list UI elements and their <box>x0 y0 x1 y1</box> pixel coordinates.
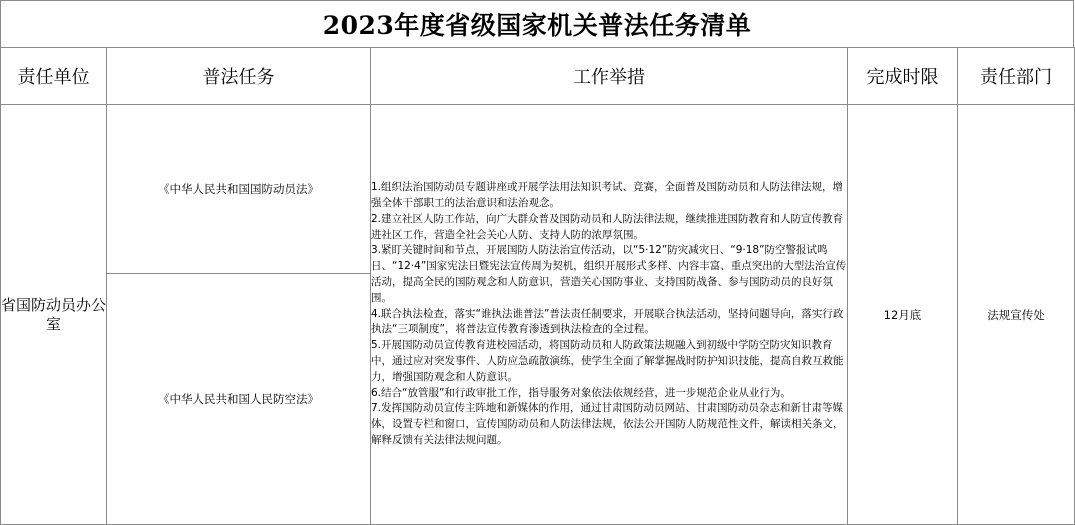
header-row <box>1 48 1075 105</box>
header-measures: 工作举措 <box>371 48 848 105</box>
measures-cell <box>371 105 848 525</box>
task-cell-defense-mobilization-law: 《中华人民共和国国防动员法》 <box>107 105 371 274</box>
table-row <box>1 105 1075 274</box>
measure-item: 4.联合执法检查，落实“谁执法谁普法”普法责任制要求，开展联合执法活动，坚持问题导向，落实行政执法“三项制度”，将普法宣传教育渗透到执法检查的全过程。 <box>371 307 844 336</box>
measure-item: 5.开展国防动员宣传教育进校园活动，将国防动员和人防政策法规融入到初级中学防空防灾知识教育中，通过应对突发事件、人防应急疏散演练，使学生全面了解掌握战时防护知识技能，提高自救互救能力，增强国防观念和人防意识。 <box>371 339 844 383</box>
measure-item: 3.紧盯关键时间和节点，开展国防人防法治宣传活动，以“5·12”防灾减灾日、“9·18”防空警报试鸣日、“12·4”国家宪法日暨宪法宣传周为契机，组织开展形式多样、内容丰富、重点突出的大型法治宣传活动，提高全民的国防观念和人防意识，营造关心国防事业、支持国防战备、参与国防动员的良好氛围。 <box>371 244 847 304</box>
sheet-title: 2023年度省级国家机关普法任务清单 <box>0 0 1074 47</box>
department-cell: 法规宣传处 <box>958 105 1075 525</box>
header-task: 普法任务 <box>107 48 371 105</box>
measure-item: 1.组织法治国防动员专题讲座或开展学法用法知识考试、竞赛，全面普及国防动员和人防法律法规，增强全体干部职工的法治意识和法治观念。 <box>371 181 844 210</box>
responsible-unit-cell: 省国防动员办公室 <box>1 105 107 525</box>
task-table <box>0 47 1075 525</box>
deadline-cell: 12月底 <box>848 105 958 525</box>
measure-item: 2.建立社区人防工作站，向广大群众普及国防动员和人防法律法规，继续推进国防教育和人防宣传教育进社区工作，营造全社会关心人防、支持人防的浓厚氛围。 <box>371 212 844 241</box>
header-dept: 责任部门 <box>958 48 1075 105</box>
task-cell-civil-air-defense-law: 《中华人民共和国人民防空法》 <box>107 274 371 525</box>
header-unit: 责任单位 <box>1 48 107 105</box>
header-deadline: 完成时限 <box>848 48 958 105</box>
measure-item: 6.结合“放管服”和行政审批工作，指导服务对象依法依规经营，进一步规范企业从业行为。 <box>371 386 791 399</box>
measure-item: 7.发挥国防动员宣传主阵地和新媒体的作用，通过甘肃国防动员网站、甘肃国防动员杂志和新甘肃等媒体，设置专栏和窗口，宣传国防动员和人防法律法规，依法公开国防人防规范性文件，解读相关条文，解释反馈有关法律法规问题。 <box>371 402 844 446</box>
